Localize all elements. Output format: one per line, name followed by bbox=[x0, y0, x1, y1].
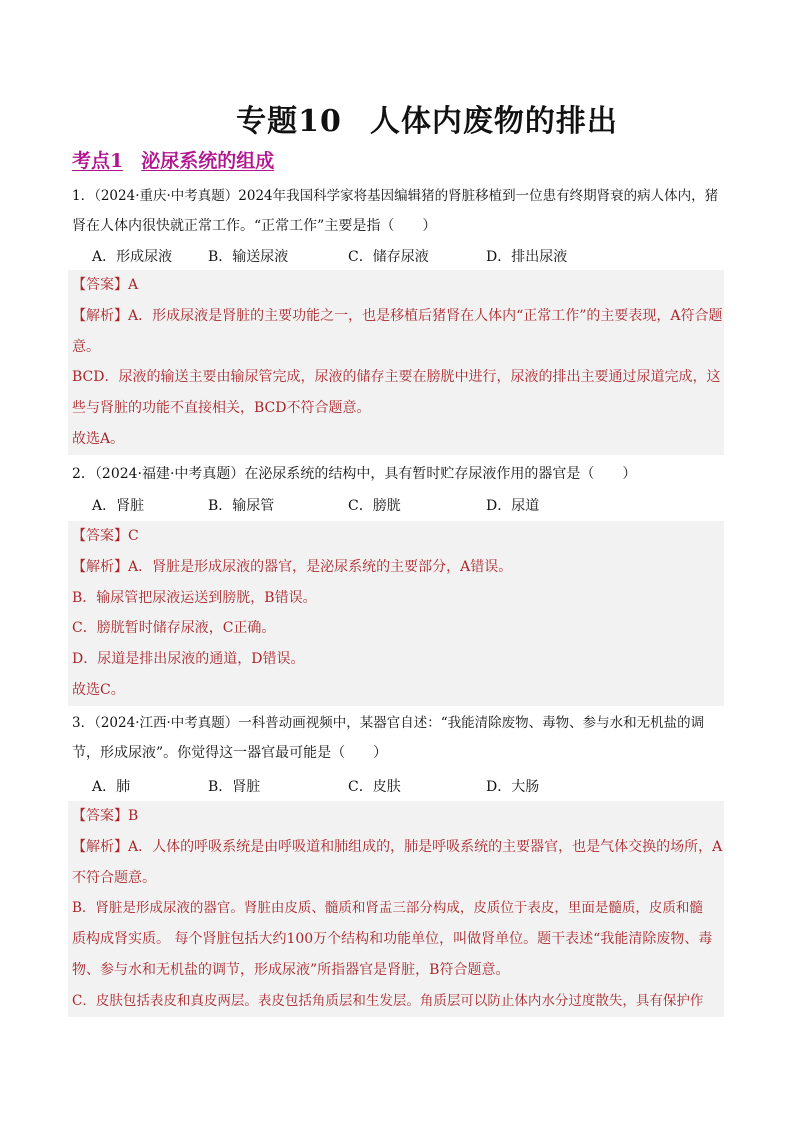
analysis-line: B．肾脏是形成尿液的器官。肾脏由皮质、髓质和肾盂三部分构成，皮质位于表皮，里面是髓质，皮质和髓 bbox=[72, 900, 703, 917]
stem-line: 3．（2024·江西·中考真题）一科普动画视频中，某器官自述：“我能清除废物、毒物、参与水和无机盐的调 bbox=[72, 715, 705, 731]
answer-line: 【答案】A bbox=[72, 277, 139, 293]
analysis-line: 意。 bbox=[72, 338, 100, 355]
question-1-options bbox=[92, 246, 692, 268]
analysis-line: 故选A。 bbox=[72, 430, 125, 447]
stem-line: 1．（2024·重庆·中考真题）2024年我国科学家将基因编辑猪的肾脏移植到一位患有终期肾衰的病人体内，猪 bbox=[72, 188, 719, 204]
section-heading bbox=[72, 146, 274, 173]
option-d: D．大肠 bbox=[486, 779, 540, 795]
question-2-options bbox=[92, 495, 692, 517]
option-b: B．输送尿液 bbox=[208, 249, 289, 265]
analysis-line: D．尿道是排出尿液的通道，D错误。 bbox=[72, 651, 305, 668]
analysis-line: 【解析】A．肾脏是形成尿液的器官，是泌尿系统的主要部分，A错误。 bbox=[72, 558, 513, 575]
question-2-answer-box bbox=[68, 521, 724, 706]
analysis-line: 【解析】A．人体的呼吸系统是由呼吸道和肺组成的，肺是呼吸系统的主要器官，也是气体交换的场所，A bbox=[72, 838, 723, 855]
analysis-line: 不符合题意。 bbox=[72, 869, 156, 886]
option-a: A．肾脏 bbox=[92, 498, 145, 514]
section-text: 泌尿系统的组成 bbox=[141, 150, 275, 172]
question-3-answer-box bbox=[68, 801, 724, 1017]
option-a: A．肺 bbox=[92, 779, 131, 795]
question-3-stem bbox=[72, 708, 724, 768]
analysis-line: 【解析】A．形成尿液是肾脏的主要功能之一，也是移植后猪肾在人体内“正常工作”的主要表现，A符合题 bbox=[72, 307, 723, 324]
title-text: 人体内废物的排出 bbox=[369, 104, 618, 139]
section-label: 考点1 bbox=[72, 150, 124, 172]
page-title bbox=[0, 96, 794, 140]
option-c: C．膀胱 bbox=[348, 498, 401, 514]
answer-line: 【答案】C bbox=[72, 528, 139, 544]
analysis-line: C．皮肤包括表皮和真皮两层。表皮包括角质层和生发层。角质层可以防止体内水分过度散失，具有保护作 bbox=[72, 992, 704, 1009]
analysis-line: BCD．尿液的输送主要由输尿管完成，尿液的储存主要在膀胱中进行，尿液的排出主要通过尿道完成，这 bbox=[72, 369, 721, 386]
stem-line: 节，形成尿液”。你觉得这一器官最可能是（ ） bbox=[72, 745, 388, 761]
analysis-line: 物、参与水和无机盐的调节，形成尿液”所指器官是肾脏，B符合题意。 bbox=[72, 961, 510, 978]
stem-line: 2．（2024·福建·中考真题）在泌尿系统的结构中，具有暂时贮存尿液作用的器官是（ ） bbox=[72, 466, 637, 482]
question-1-answer-box bbox=[68, 270, 724, 455]
analysis-line: 质构成肾实质。 每个肾脏包括大约100万个结构和功能单位，叫做肾单位。题干表述“我能清除废物、毒 bbox=[72, 931, 713, 948]
answer-line: 【答案】B bbox=[72, 808, 139, 824]
option-b: B．肾脏 bbox=[208, 779, 261, 795]
analysis-line: B．输尿管把尿液运送到膀胱，B错误。 bbox=[72, 589, 317, 606]
option-d: D．尿道 bbox=[486, 498, 540, 514]
analysis-line: 些与肾脏的功能不直接相关，BCD不符合题意。 bbox=[72, 400, 371, 417]
question-2-stem bbox=[72, 459, 724, 489]
option-b: B．输尿管 bbox=[208, 498, 275, 514]
analysis-line: C．膀胱暂时储存尿液，C正确。 bbox=[72, 620, 276, 637]
option-d: D．排出尿液 bbox=[486, 249, 568, 265]
question-1-stem bbox=[72, 181, 724, 241]
option-a: A．形成尿液 bbox=[92, 249, 173, 265]
option-c: C．储存尿液 bbox=[348, 249, 429, 265]
title-label: 专题10 bbox=[236, 104, 342, 139]
stem-line: 肾在人体内很快就正常工作。“正常工作”主要是指（ ） bbox=[72, 218, 437, 234]
question-3-options bbox=[92, 776, 692, 798]
option-c: C．皮肤 bbox=[348, 779, 401, 795]
analysis-line: 故选C。 bbox=[72, 681, 125, 698]
